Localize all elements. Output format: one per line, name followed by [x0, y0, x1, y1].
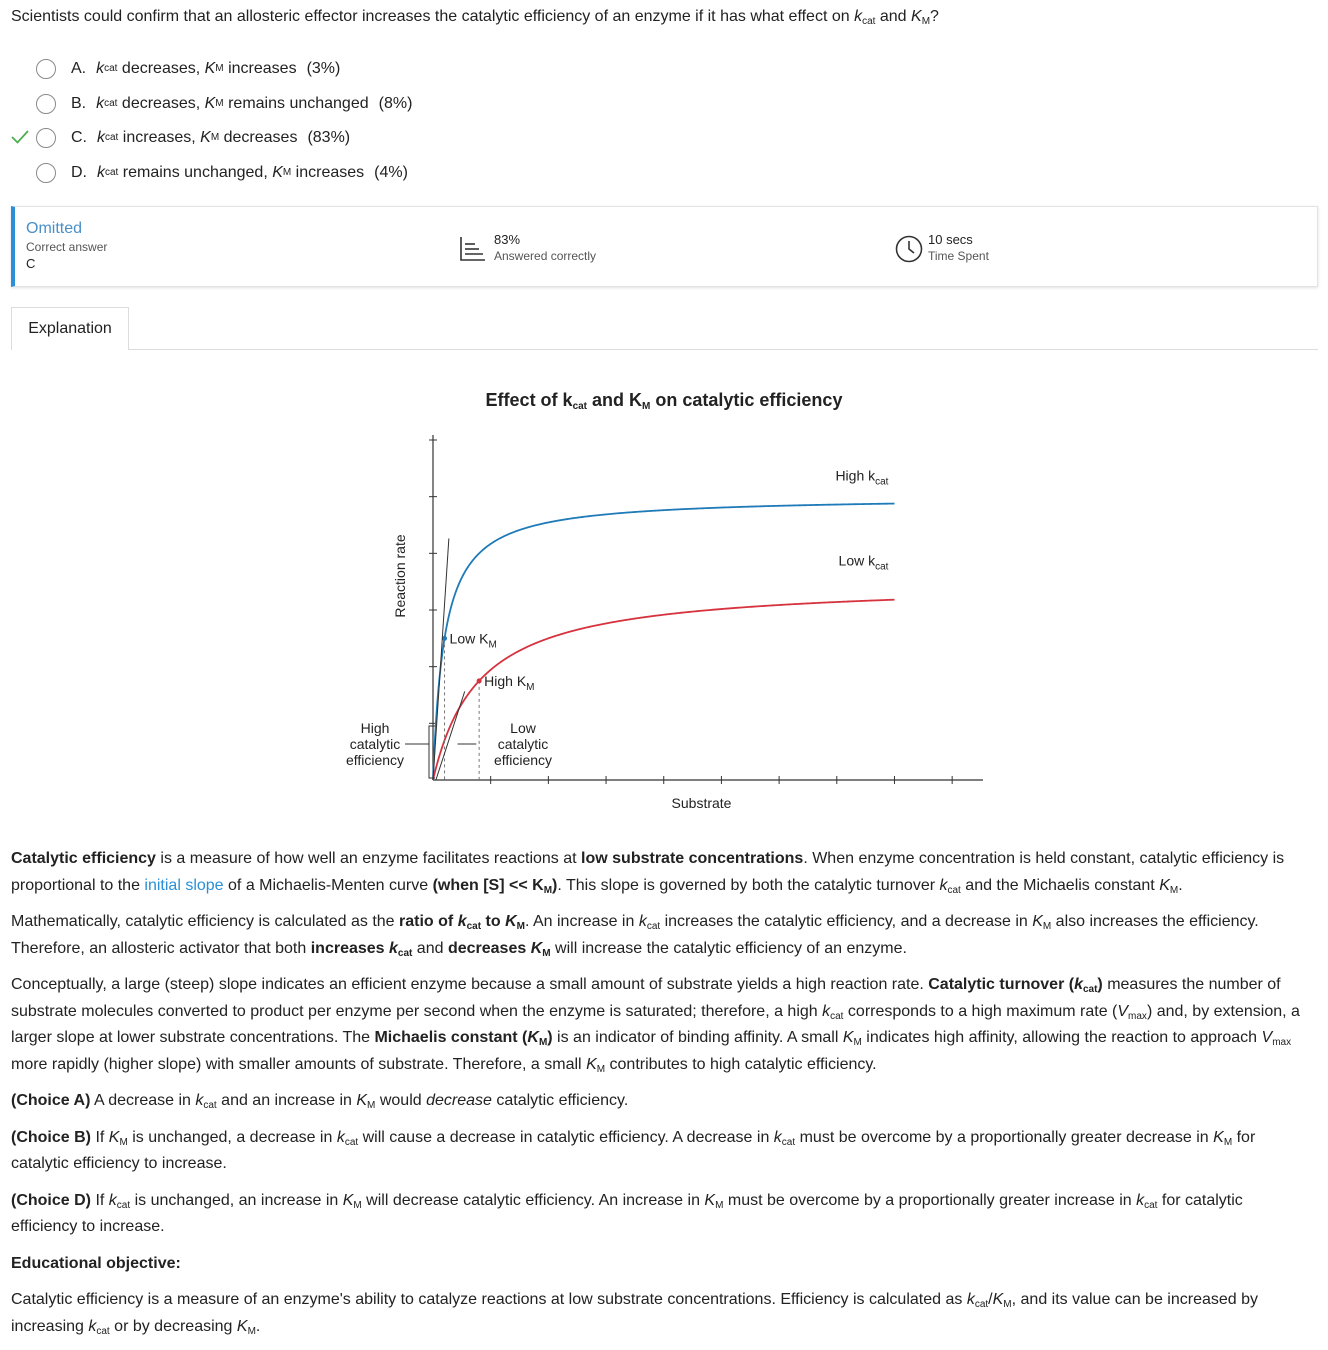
- text: , and its value can be increased by increasing: [11, 1291, 1258, 1335]
- text: is an indicator of binding affinity. A small: [552, 1029, 843, 1046]
- subscript: M: [1223, 1136, 1233, 1148]
- choice-text: decreases,: [117, 94, 205, 112]
- low-efficiency-label: catalytic: [497, 736, 549, 752]
- km-symbol: K: [200, 129, 211, 147]
- low-kcat-label-part: Low k: [838, 552, 876, 569]
- kcat-symbol: k: [195, 1092, 204, 1109]
- text: contributes to high catalytic efficiency.: [605, 1055, 877, 1073]
- explanation-body: [11, 846, 1311, 1350]
- km-symbol: K: [1159, 876, 1170, 894]
- explanation-paragraph-3: [11, 972, 1311, 1078]
- kcat-symbol: k: [773, 1128, 782, 1146]
- high-km-label: [484, 673, 534, 693]
- low-km-label-part: Low K: [449, 630, 489, 647]
- text: catalytic efficiency.: [491, 1092, 629, 1109]
- high-efficiency-label: High: [360, 720, 390, 736]
- choice-percent: (8%): [378, 94, 413, 112]
- text: Mathematically, catalytic efficiency is calculated as the: [11, 913, 400, 930]
- bold-term: (Choice D): [11, 1191, 91, 1209]
- subscript: max: [1128, 1010, 1147, 1022]
- choice-letter: B.: [71, 94, 87, 112]
- vmax-symbol: V: [1261, 1029, 1273, 1046]
- kcat-symbol: k: [1136, 1191, 1145, 1209]
- subscript: M: [353, 1199, 362, 1211]
- kcat-symbol: k: [966, 1291, 975, 1308]
- kcat-symbol: k: [96, 94, 105, 112]
- km-symbol: K: [530, 939, 543, 957]
- text: would: [375, 1092, 427, 1109]
- chart-title: [330, 390, 998, 411]
- bold-term: Michaelis constant (: [374, 1029, 528, 1046]
- bold-term: ): [1097, 976, 1103, 993]
- time-value: 10 secs: [928, 232, 973, 247]
- high-km-point: [477, 678, 482, 683]
- low-efficiency-label: efficiency: [493, 752, 553, 768]
- status-label: Omitted: [26, 220, 83, 237]
- question-part: and: [875, 8, 912, 25]
- subscript: M: [596, 1063, 606, 1075]
- chart-svg: [330, 380, 1000, 820]
- km-symbol: K: [842, 1029, 854, 1046]
- km-symbol: K: [1032, 913, 1043, 930]
- subscript: cat: [397, 947, 413, 959]
- high-efficiency-slope-line: [433, 538, 449, 780]
- subscript: M: [538, 1037, 548, 1048]
- low-efficiency-slope-line: [436, 691, 465, 780]
- kcat-symbol: k: [638, 913, 647, 930]
- choice-percent: (4%): [374, 163, 408, 181]
- y-axis-label: Reaction rate: [392, 534, 408, 618]
- text: for catalytic efficiency to increase.: [11, 1191, 1243, 1235]
- answer-choices: [0, 52, 412, 190]
- educational-objective-text: [11, 1287, 1311, 1340]
- choice-d[interactable]: D. k cat remains unchanged, K M increases (4%): [0, 156, 412, 191]
- correct-answer-value: C: [26, 256, 36, 271]
- high-efficiency-label: efficiency: [345, 752, 405, 768]
- italic-term: decrease: [426, 1092, 492, 1109]
- km-symbol: K: [586, 1055, 597, 1073]
- stats-panel: [11, 206, 1318, 287]
- subscript: M: [516, 921, 525, 932]
- km-subscript: M: [921, 16, 931, 27]
- km-symbol: K: [505, 913, 517, 930]
- text: more rapidly (higher slope) with smaller amounts of substrate. Therefore, a small: [11, 1055, 587, 1073]
- subscript: cat: [344, 1136, 359, 1148]
- high-kcat-label-part: cat: [875, 476, 889, 488]
- subscript: M: [853, 1037, 862, 1048]
- choice-text: increases,: [118, 129, 201, 147]
- clock-icon: [894, 234, 924, 264]
- km-symbol: K: [272, 163, 283, 181]
- percent-label: Answered correctly: [494, 249, 597, 263]
- subscript: M: [1003, 1299, 1012, 1310]
- choice-a-explanation: [11, 1088, 1311, 1115]
- text: measures the number of substrate molecules converted to product per enzyme per second when the enzyme is saturated; therefore, a high: [11, 976, 1281, 1020]
- km-symbol: K: [527, 1029, 539, 1046]
- michaelis-menten-chart: [330, 380, 1000, 820]
- subscript: M: [543, 884, 553, 896]
- percent-block: [458, 232, 596, 264]
- text: A decrease in: [90, 1092, 196, 1109]
- subscript: M: [1169, 884, 1179, 896]
- kcat-symbol: k: [1074, 976, 1083, 993]
- subscript: cat: [830, 1010, 844, 1022]
- subscript: cat: [646, 921, 661, 932]
- x-axis-label: Substrate: [671, 795, 732, 811]
- chart-title-part: Effect of k: [485, 390, 573, 410]
- subscript: M: [247, 1325, 256, 1337]
- explanation-paragraph-2: [11, 909, 1311, 962]
- km-symbol: K: [204, 60, 216, 78]
- text: . When enzyme concentration is held constant, catalytic efficiency is proportional to the: [11, 850, 1285, 894]
- kcat-symbol: k: [108, 1191, 117, 1209]
- bold-term: to: [481, 913, 506, 930]
- km-symbol: K: [108, 1128, 120, 1146]
- choice-letter: A.: [71, 60, 87, 78]
- text: and an increase in: [216, 1092, 357, 1109]
- kcat-symbol: k: [389, 939, 398, 957]
- km-symbol: K: [204, 94, 216, 112]
- high-km-label-part: High K: [484, 672, 527, 689]
- vmax-symbol: V: [1117, 1002, 1129, 1020]
- text: will increase the catalytic efficiency of an enzyme.: [550, 939, 907, 957]
- choice-letter: C.: [71, 129, 87, 147]
- subscript: cat: [203, 1100, 217, 1111]
- km-symbol: K: [704, 1191, 716, 1209]
- low-kcat-label-part: cat: [875, 561, 889, 573]
- choice-text: decreases: [219, 129, 298, 147]
- tab-explanation[interactable]: Explanation: [11, 307, 129, 350]
- subscript: cat: [974, 1299, 989, 1310]
- text: and the Michaelis constant: [960, 876, 1160, 894]
- radio-button[interactable]: [36, 128, 56, 148]
- km-symbol: K: [911, 8, 922, 25]
- text: must be overcome by a proportionally greater increase in: [723, 1191, 1137, 1209]
- tab-divider: [129, 349, 1318, 350]
- text: /: [988, 1291, 993, 1308]
- text: Catalytic efficiency is a measure of an enzyme's ability to catalyze reactions at low substrate concentrations. Efficiency is calculated as: [11, 1291, 967, 1308]
- subscript: cat: [96, 1325, 110, 1337]
- text: If: [91, 1191, 109, 1209]
- choice-d-explanation: [11, 1188, 1311, 1241]
- km-symbol: K: [356, 1092, 368, 1109]
- km-symbol: K: [236, 1317, 248, 1335]
- text: .: [255, 1317, 261, 1335]
- text: . This slope is governed by both the catalytic turnover: [557, 876, 940, 894]
- low-kcat-label: [839, 553, 889, 573]
- bold-term: ): [547, 1029, 553, 1046]
- question-part: Scientists could confirm that an allosteric effector increases the catalytic efficiency of an enzyme if it has what effect on: [11, 8, 855, 25]
- high-efficiency-label: catalytic: [349, 736, 401, 752]
- bold-term: Catalytic efficiency: [11, 850, 156, 867]
- bold-term: low substrate concentrations: [581, 850, 804, 867]
- km-symbol: K: [1213, 1128, 1224, 1146]
- bold-term: Catalytic turnover (: [928, 976, 1075, 993]
- initial-slope-link[interactable]: initial slope: [144, 876, 224, 894]
- explanation-paragraph-1: [11, 846, 1311, 899]
- text: will decrease catalytic efficiency. An increase in: [361, 1191, 705, 1209]
- bar-chart-icon: [458, 234, 488, 264]
- text: increases the catalytic efficiency, and a decrease in: [660, 913, 1033, 930]
- subscript: cat: [466, 921, 482, 932]
- choice-percent: (3%): [306, 60, 341, 78]
- text: is unchanged, a decrease in: [127, 1128, 337, 1146]
- question-part: ?: [930, 8, 939, 25]
- radio-button[interactable]: [36, 163, 56, 183]
- question-text: [11, 8, 939, 26]
- checkmark-icon: [10, 129, 30, 145]
- subscript: cat: [947, 884, 961, 896]
- chart-title-sub: M: [642, 401, 651, 412]
- high-km-label-part: M: [526, 681, 535, 693]
- subscript: cat: [116, 1199, 131, 1211]
- radio-button[interactable]: [36, 94, 56, 114]
- bold-term: increases: [310, 939, 389, 957]
- chart-title-part: on catalytic efficiency: [650, 390, 843, 410]
- time-block: [894, 232, 989, 264]
- choice-text: remains unchanged,: [118, 163, 273, 181]
- educational-objective-title: Educational objective:: [11, 1254, 181, 1272]
- kcat-symbol: k: [97, 129, 105, 147]
- bold-term: (when [S] << K: [432, 876, 544, 894]
- time-label: Time Spent: [928, 249, 989, 263]
- text: and: [412, 939, 448, 957]
- text: will cause a decrease in catalytic efficiency. A decrease in: [358, 1128, 774, 1146]
- text: is a measure of how well an enzyme facilitates reactions at: [155, 850, 582, 867]
- choice-text: increases: [223, 60, 297, 78]
- text: also increases the efficiency. Therefore, an allosteric activator that both: [11, 913, 1259, 957]
- choice-text: remains unchanged: [223, 94, 369, 112]
- kcat-symbol: k: [88, 1317, 97, 1335]
- correct-answer-label: Correct answer: [26, 240, 108, 254]
- subscript: cat: [1144, 1199, 1158, 1211]
- text: If: [91, 1128, 109, 1146]
- low-km-label-part: M: [488, 639, 497, 651]
- choice-text: decreases,: [117, 60, 205, 78]
- subscript: M: [367, 1100, 376, 1111]
- bold-term: (Choice B): [11, 1128, 91, 1146]
- kcat-symbol: k: [97, 163, 105, 181]
- text: corresponds to a high maximum rate (: [843, 1002, 1118, 1020]
- text: or by decreasing: [109, 1317, 237, 1335]
- bold-term: ): [552, 876, 558, 894]
- low-efficiency-label: Low: [510, 720, 536, 736]
- text: . An increase in: [524, 913, 639, 930]
- kcat-symbol: k: [457, 913, 467, 930]
- chart-title-part: and K: [587, 390, 643, 410]
- kcat-symbol: k: [939, 876, 948, 894]
- text: is unchanged, an increase in: [130, 1191, 343, 1209]
- subscript: cat: [1082, 984, 1098, 995]
- choice-a[interactable]: A. k cat decreases, K M increases (3%): [0, 52, 412, 87]
- text: of a Michaelis-Menten curve: [223, 876, 433, 894]
- choice-b[interactable]: B. k cat decreases, K M remains unchanged (8%): [0, 87, 412, 122]
- kcat-subscript: cat: [862, 16, 876, 27]
- kcat-symbol: k: [854, 8, 863, 25]
- subscript: M: [542, 947, 551, 959]
- choice-c[interactable]: C. k cat increases, K M decreases (83%): [0, 121, 412, 156]
- kcat-symbol: k: [336, 1128, 345, 1146]
- text: ) and, by extension, a larger slope at lower substrate concentrations. The: [11, 1002, 1300, 1046]
- status-block: [26, 220, 107, 271]
- bold-term: (Choice A): [11, 1092, 91, 1109]
- bold-term: decreases: [447, 939, 531, 957]
- choice-text: increases: [291, 163, 365, 181]
- subscript: cat: [781, 1136, 796, 1148]
- km-symbol: K: [342, 1191, 354, 1209]
- percent-value: 83%: [494, 232, 521, 247]
- text: .: [1178, 876, 1183, 894]
- subscript: max: [1272, 1037, 1292, 1048]
- high-kcat-label: [835, 468, 888, 488]
- kcat-symbol: k: [96, 60, 105, 78]
- subscript: M: [715, 1199, 724, 1211]
- kcat-symbol: k: [822, 1002, 831, 1020]
- choice-percent: (83%): [307, 129, 351, 147]
- text: Conceptually, a large (steep) slope indicates an efficient enzyme because a small amount of substrate yields a high reaction rate.: [11, 976, 929, 993]
- text: indicates high affinity, allowing the reaction to approach: [861, 1029, 1262, 1046]
- text: for catalytic efficiency to increase.: [11, 1128, 1256, 1172]
- km-symbol: K: [992, 1291, 1004, 1308]
- chart-title-sub: cat: [572, 401, 588, 412]
- high-kcat-label-part: High k: [835, 467, 876, 484]
- text: must be overcome by a proportionally greater decrease in: [795, 1128, 1214, 1146]
- subscript: M: [1042, 921, 1052, 932]
- subscript: M: [119, 1136, 128, 1148]
- choice-b-explanation: [11, 1125, 1311, 1178]
- low-km-label: [450, 630, 497, 650]
- bold-term: ratio of: [399, 913, 458, 930]
- choice-letter: D.: [71, 163, 87, 181]
- radio-button[interactable]: [36, 59, 56, 79]
